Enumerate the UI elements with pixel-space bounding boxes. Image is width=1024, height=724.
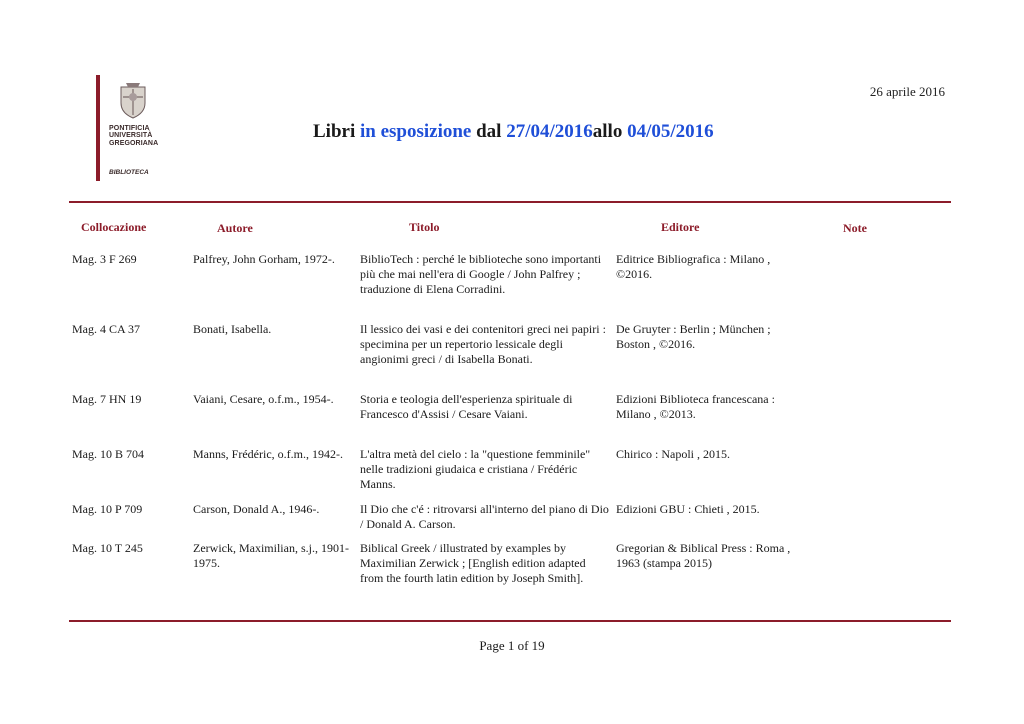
cell-collocazione: Mag. 7 HN 19	[72, 392, 142, 406]
column-header-note: Note	[843, 221, 867, 235]
logo-line: GREGORIANA	[109, 139, 159, 147]
column-header-titolo: Titolo	[409, 220, 440, 234]
cell-editore: Editrice Bibliografica : Milano , ©2016.	[616, 252, 771, 281]
title-start-date: 27/04/2016	[506, 121, 593, 142]
column-header-editore: Editore	[661, 220, 700, 234]
cell-editore: De Gruyter : Berlin ; München ; Boston , ©2016.	[616, 322, 771, 351]
title-highlight: in esposizione	[359, 121, 472, 142]
cell-collocazione: Mag. 10 T 245	[72, 541, 143, 555]
logo-line: UNIVERSITÀ	[109, 132, 153, 140]
cell-titolo: Il lessico dei vasi e dei contenitori greci nei papiri : specimina per un repertorio lessicale degli angionimi greci / di Isabella Bonati.	[360, 322, 606, 366]
cell-titolo: L'altra metà del cielo : la "questione femminile" nelle tradizioni giudaica e cristiana / Frédéric Manns.	[360, 447, 591, 491]
page-number: Page 1 of 19	[479, 638, 545, 653]
crest-icon	[118, 83, 148, 119]
university-logo	[96, 75, 166, 181]
cell-autore: Manns, Frédéric, o.f.m., 1942-.	[193, 447, 343, 461]
cell-autore: Zerwick, Maximilian, s.j., 1901-1975.	[193, 541, 349, 570]
cell-editore: Chirico : Napoli , 2015.	[616, 447, 730, 461]
cell-editore: Edizioni Biblioteca francescana : Milano , ©2013.	[616, 392, 775, 421]
column-header-autore: Autore	[217, 221, 253, 235]
cell-titolo: Storia e teologia dell'esperienza spirituale di Francesco d'Assisi / Cesare Vaiani.	[360, 392, 573, 421]
title-part: dal	[476, 121, 502, 142]
logo-line: PONTIFICIA	[109, 125, 150, 132]
title-part: allo	[592, 121, 623, 142]
title-end-date: 04/05/2016	[627, 121, 714, 142]
page-title	[313, 121, 714, 143]
logo-subtitle: BIBLIOTECA	[109, 169, 149, 176]
cell-autore: Vaiani, Cesare, o.f.m., 1954-.	[193, 392, 334, 406]
cell-autore: Carson, Donald A., 1946-.	[193, 502, 320, 516]
cell-collocazione: Mag. 4 CA 37	[72, 322, 141, 336]
cell-editore: Edizioni GBU : Chieti , 2015.	[616, 502, 760, 516]
cell-collocazione: Mag. 10 B 704	[72, 447, 144, 461]
footer-divider	[69, 620, 951, 622]
cell-autore: Palfrey, John Gorham, 1972-.	[193, 252, 335, 266]
cell-collocazione: Mag. 3 F 269	[72, 252, 137, 266]
cell-titolo: Il Dio che c'é : ritrovarsi all'interno del piano di Dio / Donald A. Carson.	[360, 502, 609, 531]
logo-wordmark	[109, 125, 165, 147]
title-part: Libri	[313, 121, 356, 142]
cell-editore: Gregorian & Biblical Press : Roma , 1963 (stampa 2015)	[616, 541, 791, 570]
cell-collocazione: Mag. 10 P 709	[72, 502, 143, 516]
logo-accent-bar	[96, 75, 100, 181]
report-date: 26 aprile 2016	[869, 84, 945, 99]
column-header-collocazione: Collocazione	[81, 220, 147, 234]
header-divider	[69, 201, 951, 203]
cell-autore: Bonati, Isabella.	[193, 322, 272, 336]
cell-titolo: Biblical Greek / illustrated by examples by Maximilian Zerwick ; [English edition adapted from the fourth latin edition by Joseph Smith].	[360, 541, 586, 585]
cell-titolo: BiblioTech : perché le biblioteche sono importanti più che mai nell'era di Google / John Palfrey ; traduzione di Elena Corradini.	[360, 252, 602, 296]
